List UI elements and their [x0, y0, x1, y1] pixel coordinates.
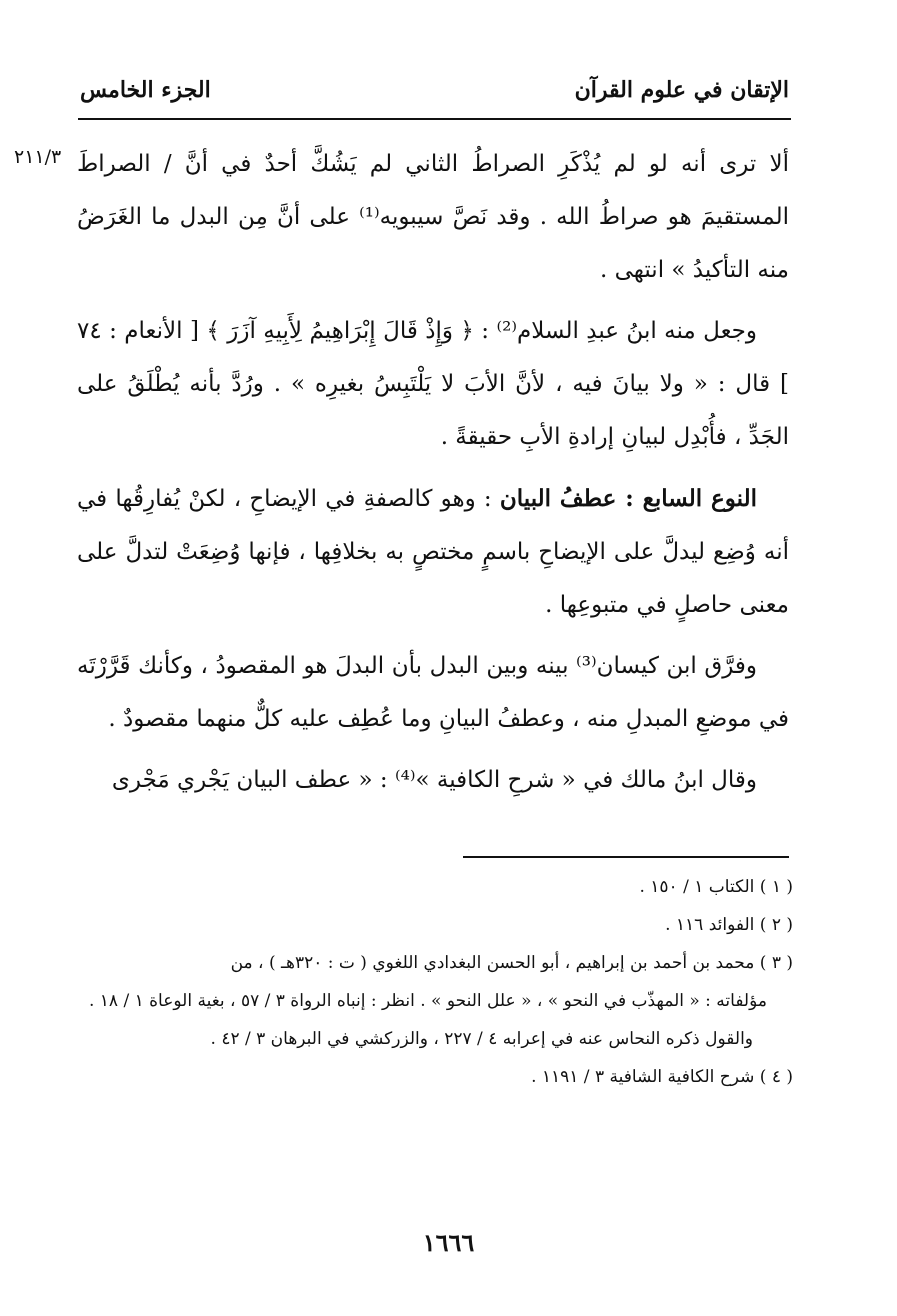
page-number: ١٦٦٦: [422, 1228, 475, 1257]
page-header: [80, 70, 789, 110]
paragraph-4: وفرَّق ابن كيسان⁽³⁾ بينه وبين البدل بأن البدلَ هو المقصودُ ، وكأنك قَرَّرْتَه في موضعِ المبدلِ منه ، وعطفُ البيانِ وما عُطِف عليه كلٌّ منهما مقصودٌ .: [77, 653, 789, 732]
paragraph-3: [77, 472, 789, 632]
paragraph-2-start: وجعل منه ابنُ عبدِ السلام⁽²⁾ :: [473, 318, 757, 344]
quran-verse: ﴿ وَإِذْ قَالَ إِبْرَاهِيمُ لِأَبِيهِ آزَرَ ﴾: [206, 318, 474, 344]
paragraph-5: وقال ابنُ مالك في « شرحِ الكافية »⁽⁴⁾ : « عطف البيان يَجْري مَجْرى: [111, 767, 757, 793]
footnote-3-extra: والقول ذكره النحاس عنه في إعرابه ٤ / ٢٢٧ ، والزركشي في البرهان ٣ / ٤٢ .: [210, 1029, 753, 1049]
footnote-divider: [463, 856, 789, 858]
footnote-3-continued: مؤلفاته : « المهذّب في النحو » ، « علل النحو » . انظر : إنباه الرواة ٣ / ٥٧ ، بغية الوعاة ١ / ١٨ .: [88, 991, 767, 1011]
paragraph-2: [77, 305, 789, 464]
paragraph-2-end: [ الأنعام : ٧٤ ] قال : « ولا بيانَ فيه ، لأنَّ الأبَ لا يَلْتَبِسُ بغيرِه » . ورُدَّ بأنه يُطْلَقُ على الجَدِّ ، فأُبْدِل لبيانِ إرادةِ الأبِ حقيقةً .: [77, 318, 789, 450]
paragraph-1: ألا ترى أنه لو لم يُذْكَرِ الصراطُ الثاني لم يَشُكَّ أحدٌ في أنَّ / الصراطَ المستقيمَ هو صراطُ الله . وقد نَصَّ سيبويه⁽¹⁾ على أنَّ مِن البدل ما الغَرَضُ منه التأكيدُ » انتهى .: [77, 151, 789, 283]
section-heading: النوع السابع : عطفُ البيان: [499, 485, 757, 512]
volume-label: الجزء الخامس: [80, 77, 211, 103]
header-divider: [78, 118, 791, 120]
paragraph-3-rest: : وهو كالصفةِ في الإيضاحِ ، لكنْ يُفارِقُها في أنه وُضِع ليدلَّ على الإيضاحِ باسمٍ مختصٍ به بخلافِها ، فإنها وُضِعَتْ لتدلَّ على معنى حاصلٍ في متبوعِها .: [77, 486, 789, 618]
footnote-2: ( ٢ ) الفوائد ١١٦ .: [665, 915, 793, 935]
footnote-4: ( ٤ ) شرح الكافية الشافية ٣ / ١١٩١ .: [531, 1067, 793, 1087]
book-title: الإتقان في علوم القرآن: [574, 77, 789, 103]
footnotes: [77, 868, 793, 1096]
main-text: [77, 138, 789, 815]
footnote-1: ( ١ ) الكتاب ١ / ١٥٠ .: [639, 877, 793, 897]
margin-reference: ٢١١/٣: [14, 146, 62, 168]
footnote-3: ( ٣ ) محمد بن أحمد بن إبراهيم ، أبو الحسن البغدادي اللغوي ( ت : ٣٢٠هـ ) ، من: [230, 953, 793, 973]
